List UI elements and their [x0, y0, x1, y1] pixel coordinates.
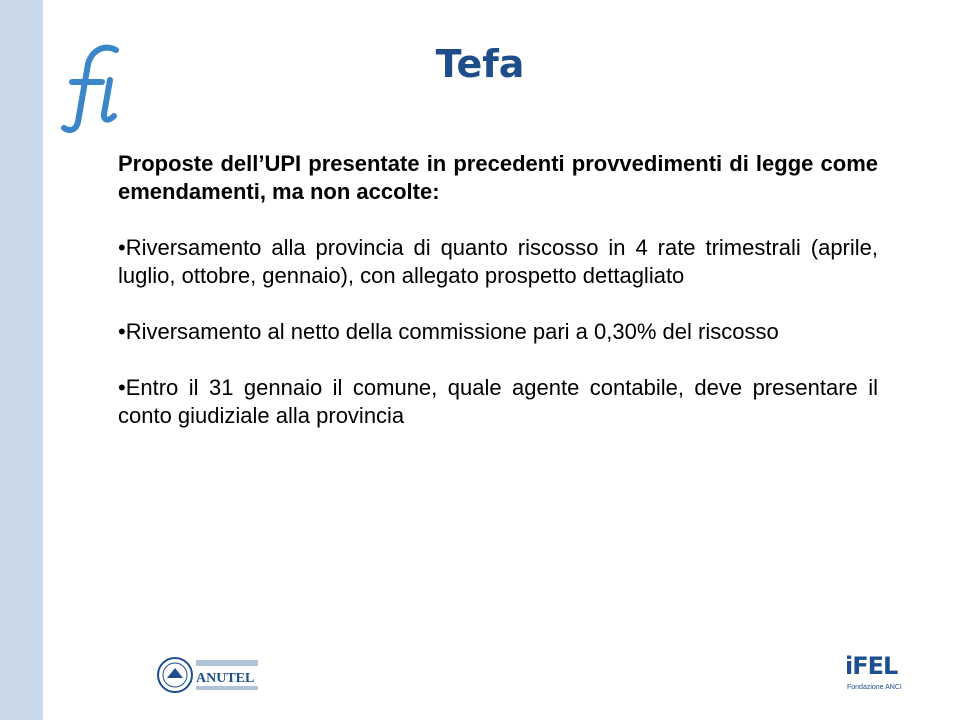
- bullet-item: •Riversamento alla provincia di quanto riscosso in 4 rate trimestrali (aprile, luglio, ottobre, gennaio), con allegato prospetto dettagliato: [118, 235, 878, 288]
- anutel-logo: [156, 656, 260, 694]
- slide-content: [118, 150, 878, 458]
- ifel-logo: [845, 652, 902, 696]
- left-accent-bar: [0, 0, 43, 720]
- intro-text: Proposte dell’UPI presentate in precedenti provvedimenti di legge come emendamenti, ma non accolte:: [118, 151, 878, 204]
- ifel-subtitle: Fondazione ANCI: [847, 684, 902, 691]
- bullet-item: •Entro il 31 gennaio il comune, quale agente contabile, deve presentare il conto giudiziale alla provincia: [118, 375, 878, 428]
- bullet-item: •Riversamento al netto della commissione pari a 0,30% del riscosso: [118, 319, 779, 344]
- slide-title: Tefa: [435, 42, 525, 86]
- anutel-text: ANUTEL: [196, 671, 255, 686]
- ifel-text: iFEL: [845, 652, 898, 680]
